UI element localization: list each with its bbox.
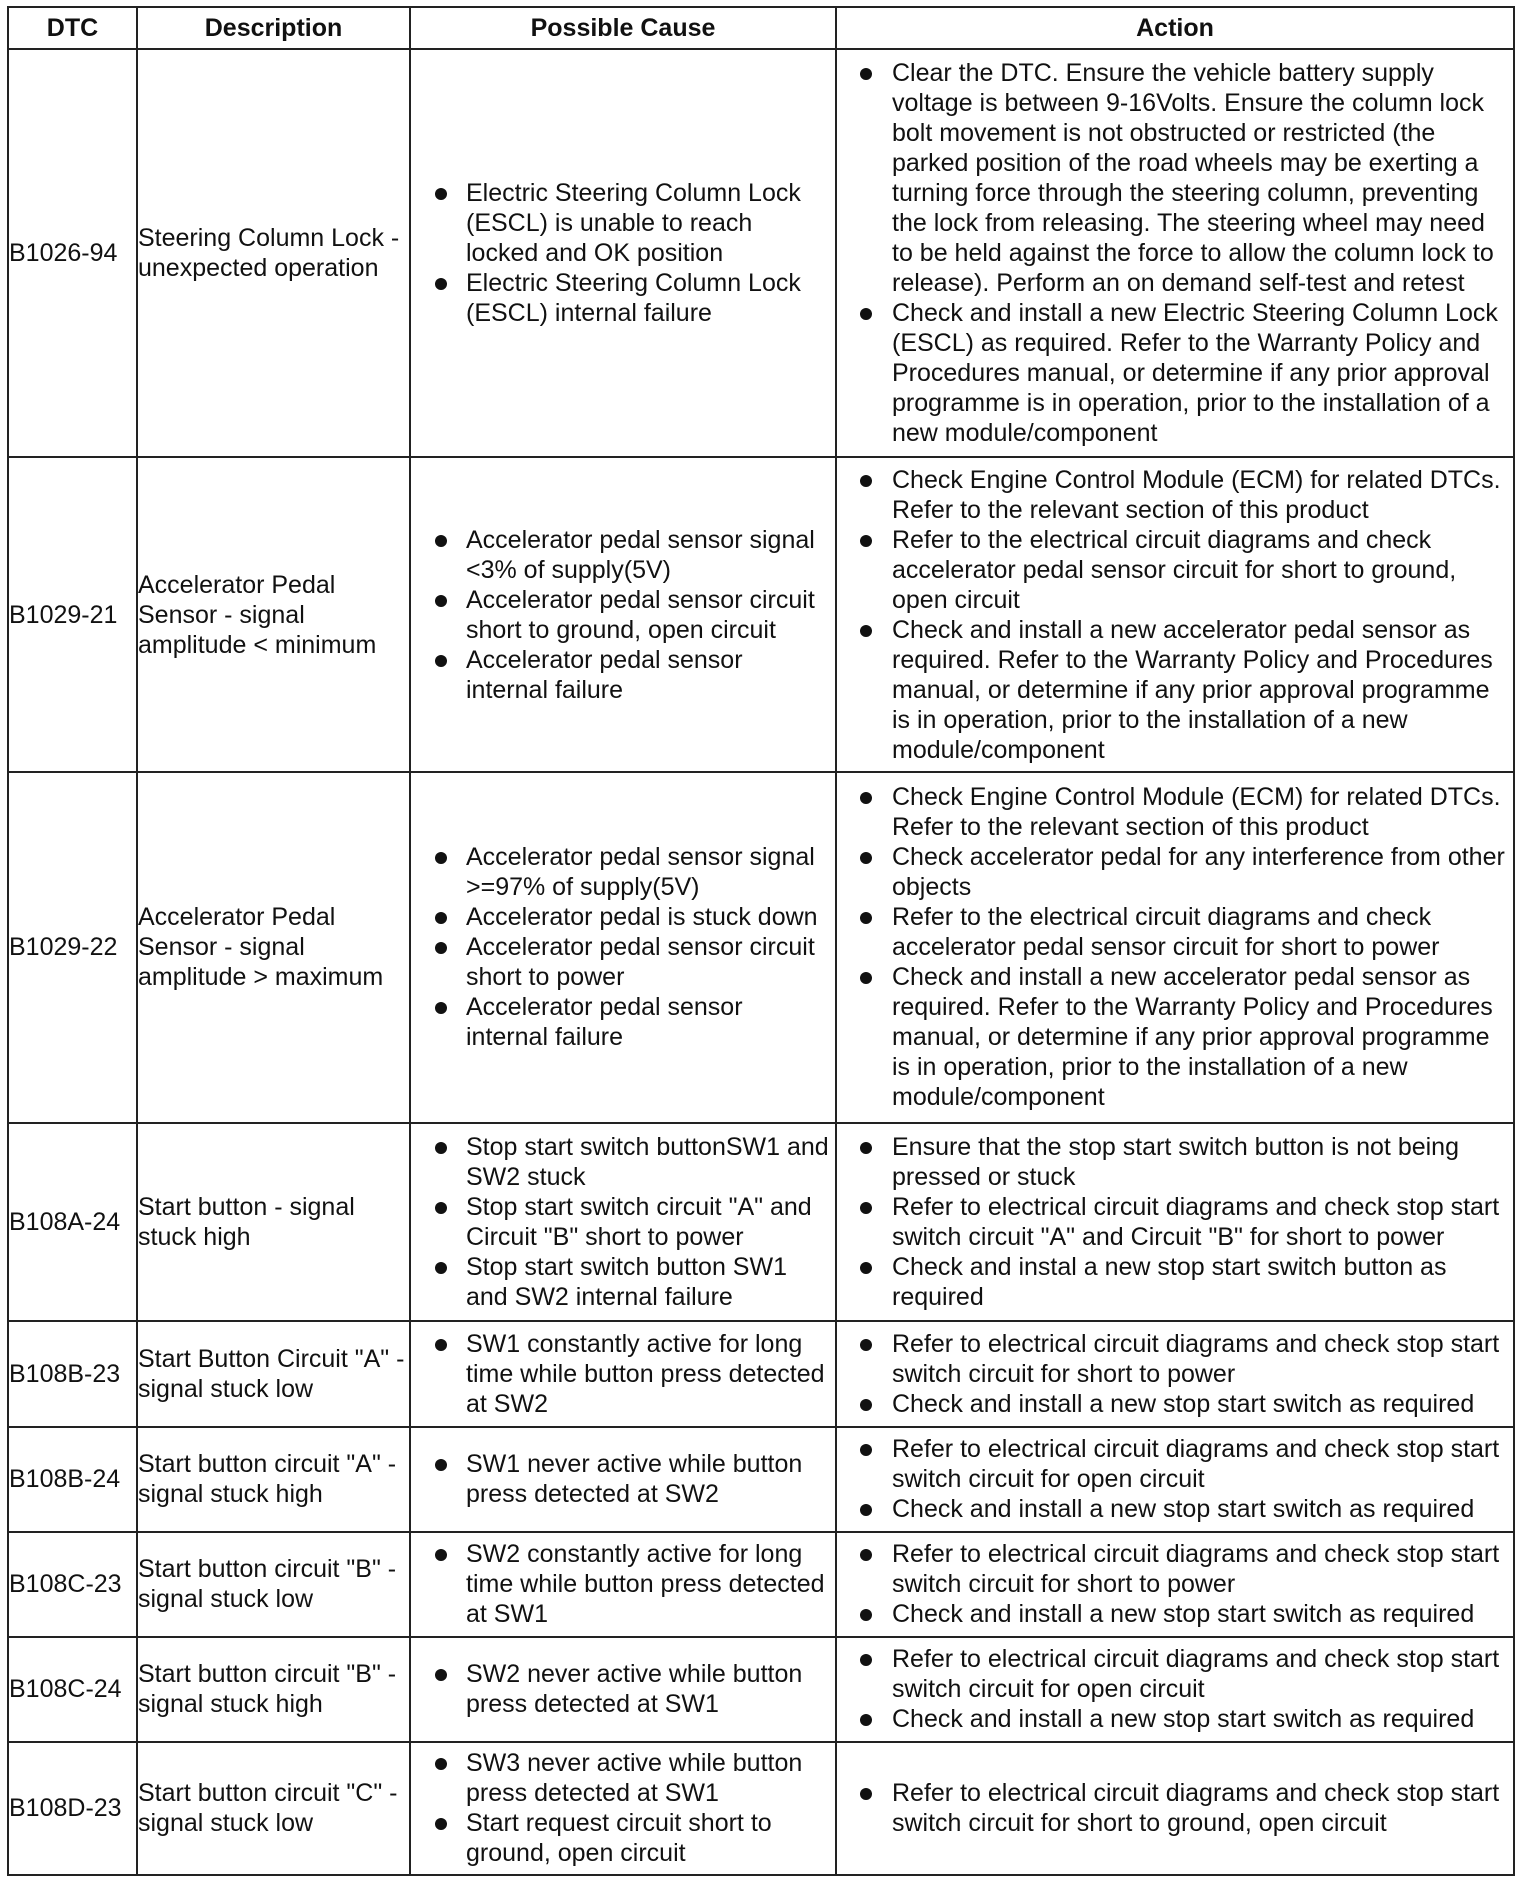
bullet-icon (860, 1504, 872, 1516)
bullet-icon (860, 1654, 872, 1666)
action-text: Refer to electrical circuit diagrams and check stop start switch circuit for short to power (892, 1540, 1500, 1599)
cause-item (411, 1659, 835, 1719)
action-text: Check Engine Control Module (ECM) for related DTCs. Refer to the relevant section of this product (892, 783, 1501, 842)
dtc-description: Start button circuit "A" - signal stuck high (137, 1427, 410, 1532)
cause-text: Accelerator pedal sensor internal failure (466, 645, 743, 704)
cause-item (411, 525, 835, 585)
bullet-icon (435, 1818, 447, 1830)
bullet-icon (435, 1142, 447, 1154)
action-list (837, 1644, 1513, 1734)
action-item (837, 1329, 1513, 1389)
dtc-description: Start button circuit "B" - signal stuck low (137, 1532, 410, 1637)
bullet-icon (860, 535, 872, 547)
bullet-icon (435, 278, 447, 290)
cause-text: Start request circuit short to ground, open circuit (466, 1809, 772, 1868)
action-cell (836, 1532, 1514, 1637)
action-item (837, 902, 1513, 962)
dtc-table (7, 6, 1515, 1876)
action-item (837, 525, 1513, 615)
action-list (837, 1132, 1513, 1312)
action-item (837, 1644, 1513, 1704)
table-header-row (8, 7, 1514, 49)
dtc-description: Start button circuit "B" - signal stuck high (137, 1637, 410, 1742)
bullet-icon (435, 912, 447, 924)
cause-text: Stop start switch circuit "A" and Circuit "B" short to power (466, 1192, 812, 1251)
cause-list (411, 1539, 835, 1629)
bullet-icon (435, 595, 447, 607)
possible-cause-cell (410, 1427, 836, 1532)
action-text: Check Engine Control Module (ECM) for related DTCs. Refer to the relevant section of this product (892, 465, 1501, 524)
possible-cause-cell (410, 1742, 836, 1875)
action-text: Check and install a new stop start switch as required (892, 1705, 1475, 1734)
action-item (837, 842, 1513, 902)
cause-list (411, 525, 835, 705)
action-item (837, 1539, 1513, 1599)
cause-text: Electric Steering Column Lock (ESCL) is unable to reach locked and OK position (466, 179, 801, 268)
action-cell (836, 457, 1514, 772)
action-list (837, 58, 1513, 448)
cause-item (411, 1192, 835, 1252)
cause-text: SW2 never active while button press detected at SW1 (466, 1660, 803, 1719)
cause-text: SW2 constantly active for long time while button press detected at SW1 (466, 1540, 825, 1629)
bullet-icon (435, 1549, 447, 1561)
action-list (837, 1434, 1513, 1524)
action-text: Refer to electrical circuit diagrams and check stop start switch circuit "A" and Circuit "B" for short to power (892, 1192, 1500, 1251)
bullet-icon (435, 655, 447, 667)
table-row (8, 1123, 1514, 1321)
possible-cause-cell (410, 49, 836, 457)
table-row (8, 1427, 1514, 1532)
bullet-icon (435, 1002, 447, 1014)
action-text: Check and instal a new stop start switch button as required (892, 1252, 1447, 1311)
cause-item (411, 1808, 835, 1868)
header-action: Action (836, 7, 1514, 49)
table-row (8, 772, 1514, 1122)
action-text: Check and install a new stop start switch as required (892, 1389, 1475, 1418)
possible-cause-cell (410, 772, 836, 1122)
cause-item (411, 1329, 835, 1419)
cause-text: SW3 never active while button press detected at SW1 (466, 1749, 803, 1808)
action-text: Refer to electrical circuit diagrams and check stop start switch circuit for short to ground, open circuit (892, 1779, 1500, 1838)
cause-item (411, 902, 835, 932)
action-list (837, 1539, 1513, 1629)
possible-cause-cell (410, 457, 836, 772)
action-item (837, 1494, 1513, 1524)
bullet-icon (860, 912, 872, 924)
action-text: Check and install a new Electric Steering Column Lock (ESCL) as required. Refer to the Warranty Policy and Procedures manual, or determine if any prior approval programme is in operation, prior to the installation of a new module/component (892, 299, 1498, 448)
action-text: Check and install a new stop start switch as required (892, 1600, 1475, 1629)
header-description: Description (137, 7, 410, 49)
action-text: Refer to electrical circuit diagrams and check stop start switch circuit for open circuit (892, 1645, 1500, 1704)
bullet-icon (435, 188, 447, 200)
dtc-description: Steering Column Lock - unexpected operation (137, 49, 410, 457)
action-text: Check accelerator pedal for any interference from other objects (892, 843, 1505, 902)
action-item (837, 1389, 1513, 1419)
action-cell (836, 1742, 1514, 1875)
bullet-icon (860, 1142, 872, 1154)
cause-text: SW1 constantly active for long time while button press detected at SW2 (466, 1329, 825, 1418)
cause-item (411, 268, 835, 328)
action-item (837, 1192, 1513, 1252)
cause-text: Accelerator pedal sensor signal >=97% of supply(5V) (466, 843, 815, 902)
action-text: Check and install a new accelerator pedal sensor as required. Refer to the Warranty Policy and Procedures manual, or determine if any prior approval programme is in operation, prior to the installation of a new module/component (892, 615, 1493, 764)
action-text: Refer to the electrical circuit diagrams and check accelerator pedal sensor circuit for short to ground, open circuit (892, 525, 1457, 614)
cause-text: Electric Steering Column Lock (ESCL) internal failure (466, 269, 801, 328)
bullet-icon (860, 475, 872, 487)
bullet-icon (860, 852, 872, 864)
action-item (837, 58, 1513, 298)
table-row (8, 1321, 1514, 1427)
action-list (837, 1329, 1513, 1419)
bullet-icon (860, 1399, 872, 1411)
table-row (8, 1637, 1514, 1742)
cause-text: Stop start switch buttonSW1 and SW2 stuck (466, 1132, 829, 1191)
bullet-icon (860, 68, 872, 80)
cause-list (411, 1659, 835, 1719)
bullet-icon (435, 942, 447, 954)
cause-text: Accelerator pedal sensor circuit short to ground, open circuit (466, 585, 815, 644)
action-text: Refer to electrical circuit diagrams and check stop start switch circuit for short to power (892, 1329, 1500, 1388)
action-item (837, 1778, 1513, 1838)
dtc-code: B108B-23 (8, 1321, 137, 1427)
dtc-code: B1026-94 (8, 49, 137, 457)
cause-item (411, 1748, 835, 1808)
bullet-icon (435, 1262, 447, 1274)
dtc-code: B108C-23 (8, 1532, 137, 1637)
action-cell (836, 772, 1514, 1122)
dtc-code: B108B-24 (8, 1427, 137, 1532)
cause-text: Accelerator pedal is stuck down (466, 903, 818, 932)
bullet-icon (860, 1339, 872, 1351)
bullet-icon (860, 1714, 872, 1726)
action-item (837, 1599, 1513, 1629)
cause-list (411, 1748, 835, 1868)
dtc-code: B108A-24 (8, 1123, 137, 1321)
dtc-description: Start button circuit "C" - signal stuck low (137, 1742, 410, 1875)
cause-item (411, 1132, 835, 1192)
cause-item (411, 932, 835, 992)
action-text: Check and install a new stop start switch as required (892, 1495, 1475, 1524)
cause-list (411, 842, 835, 1052)
bullet-icon (435, 1669, 447, 1681)
dtc-description: Accelerator Pedal Sensor - signal amplitude < minimum (137, 457, 410, 772)
action-item (837, 1434, 1513, 1494)
cause-item (411, 842, 835, 902)
action-item (837, 1704, 1513, 1734)
possible-cause-cell (410, 1637, 836, 1742)
cause-text: Accelerator pedal sensor signal <3% of supply(5V) (466, 525, 815, 584)
bullet-icon (860, 972, 872, 984)
dtc-code: B1029-21 (8, 457, 137, 772)
cause-list (411, 1132, 835, 1312)
dtc-description: Accelerator Pedal Sensor - signal amplitude > maximum (137, 772, 410, 1122)
table-row (8, 1742, 1514, 1875)
action-cell (836, 1321, 1514, 1427)
dtc-code: B1029-22 (8, 772, 137, 1122)
action-item (837, 465, 1513, 525)
bullet-icon (860, 1549, 872, 1561)
action-list (837, 782, 1513, 1112)
action-item (837, 1132, 1513, 1192)
action-cell (836, 1427, 1514, 1532)
action-item (837, 298, 1513, 448)
bullet-icon (435, 1459, 447, 1471)
action-item (837, 1252, 1513, 1312)
cause-text: SW1 never active while button press detected at SW2 (466, 1450, 803, 1509)
cause-item (411, 645, 835, 705)
cause-list (411, 1449, 835, 1509)
table-row (8, 457, 1514, 772)
action-text: Check and install a new accelerator pedal sensor as required. Refer to the Warranty Policy and Procedures manual, or determine if any prior approval programme is in operation, prior to the installation of a new module/component (892, 963, 1493, 1112)
bullet-icon (860, 1609, 872, 1621)
action-text: Refer to the electrical circuit diagrams and check accelerator pedal sensor circuit for short to power (892, 903, 1440, 962)
bullet-icon (860, 1788, 872, 1800)
bullet-icon (435, 852, 447, 864)
cause-text: Accelerator pedal sensor circuit short to power (466, 933, 815, 992)
table-row (8, 49, 1514, 457)
cause-text: Stop start switch button SW1 and SW2 internal failure (466, 1252, 787, 1311)
cause-item (411, 1539, 835, 1629)
action-list (837, 465, 1513, 765)
action-text: Refer to electrical circuit diagrams and check stop start switch circuit for open circuit (892, 1435, 1500, 1494)
table-body (8, 49, 1514, 1875)
header-possible-cause: Possible Cause (410, 7, 836, 49)
action-cell (836, 1637, 1514, 1742)
bullet-icon (435, 1202, 447, 1214)
bullet-icon (860, 308, 872, 320)
cause-text: Accelerator pedal sensor internal failure (466, 993, 743, 1052)
possible-cause-cell (410, 1123, 836, 1321)
header-dtc: DTC (8, 7, 137, 49)
cause-item (411, 585, 835, 645)
cause-item (411, 178, 835, 268)
cause-item (411, 1252, 835, 1312)
bullet-icon (435, 535, 447, 547)
action-text: Ensure that the stop start switch button is not being pressed or stuck (892, 1132, 1459, 1191)
cause-list (411, 1329, 835, 1419)
dtc-description: Start Button Circuit "A" - signal stuck low (137, 1321, 410, 1427)
dtc-code: B108D-23 (8, 1742, 137, 1875)
action-cell (836, 1123, 1514, 1321)
bullet-icon (860, 792, 872, 804)
cause-item (411, 992, 835, 1052)
bullet-icon (435, 1758, 447, 1770)
bullet-icon (860, 1202, 872, 1214)
possible-cause-cell (410, 1532, 836, 1637)
bullet-icon (860, 1262, 872, 1274)
action-item (837, 615, 1513, 765)
dtc-description: Start button - signal stuck high (137, 1123, 410, 1321)
bullet-icon (860, 625, 872, 637)
bullet-icon (860, 1444, 872, 1456)
dtc-code: B108C-24 (8, 1637, 137, 1742)
bullet-icon (435, 1339, 447, 1351)
table-row (8, 1532, 1514, 1637)
action-item (837, 962, 1513, 1112)
possible-cause-cell (410, 1321, 836, 1427)
cause-list (411, 178, 835, 328)
action-item (837, 782, 1513, 842)
action-text: Clear the DTC. Ensure the vehicle battery supply voltage is between 9-16Volts. Ensure the column lock bolt movement is not obstructed or restricted (the parked position of the road wheels may be exerting a turning force through the steering column, preventing the lock from releasing. The steering wheel may need to be held against the force to allow the column lock to release). Perform an on demand self-test and retest (892, 59, 1494, 298)
action-list (837, 1778, 1513, 1838)
action-cell (836, 49, 1514, 457)
cause-item (411, 1449, 835, 1509)
